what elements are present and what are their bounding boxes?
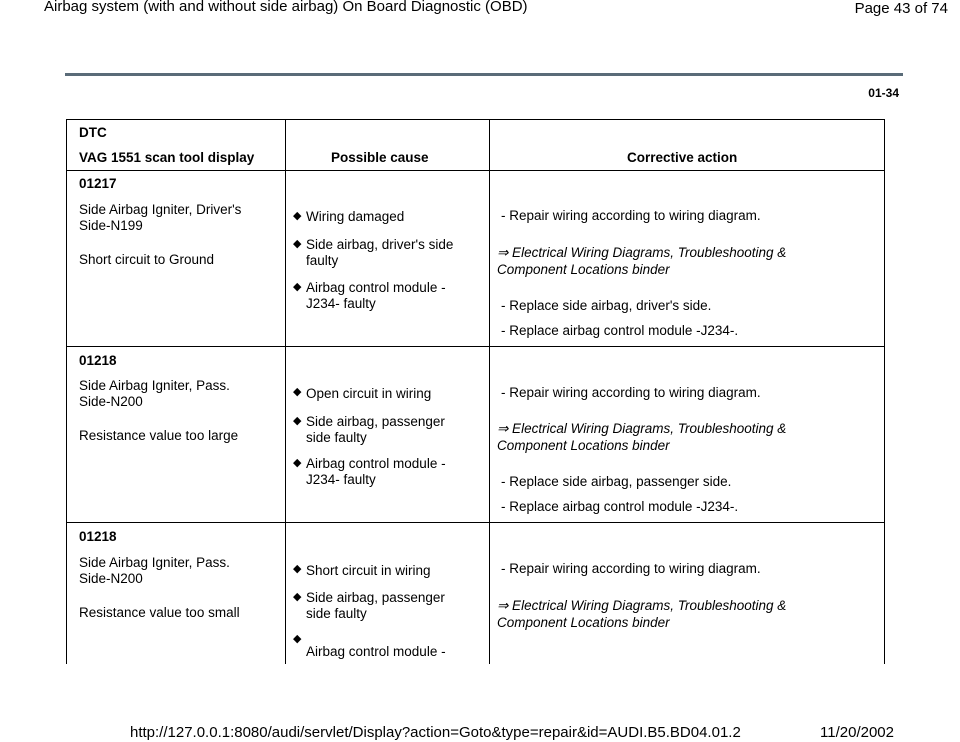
header-rule bbox=[65, 73, 903, 76]
fault-name: Side Airbag Igniter, Driver's bbox=[79, 202, 242, 217]
diamond-bullet-icon: ◆ bbox=[293, 281, 302, 293]
diamond-bullet-icon: ◆ bbox=[293, 591, 302, 603]
table-left-border bbox=[66, 119, 67, 664]
cause-item: side faulty bbox=[306, 606, 367, 621]
document-title: Airbag system (with and without side airbag) On Board Diagnostic (OBD) bbox=[44, 0, 528, 15]
column-header-dtc: DTC bbox=[79, 125, 107, 140]
dtc-code: 01218 bbox=[79, 353, 117, 368]
diamond-bullet-icon: ◆ bbox=[293, 210, 302, 222]
column-header-display: VAG 1551 scan tool display bbox=[79, 150, 255, 165]
fault-name: Side-N200 bbox=[79, 394, 143, 409]
cause-item: Airbag control module - bbox=[306, 644, 446, 659]
cause-item: Side airbag, passenger bbox=[306, 590, 445, 605]
cause-item: Wiring damaged bbox=[306, 209, 405, 224]
table-top-border bbox=[66, 119, 885, 120]
fault-name: Side-N199 bbox=[79, 218, 143, 233]
column-header-cause: Possible cause bbox=[331, 150, 429, 165]
section-page-number: 01-34 bbox=[868, 86, 899, 100]
cause-item: J234- faulty bbox=[306, 472, 376, 487]
dtc-code: 01218 bbox=[79, 529, 117, 544]
wiring-reference-link[interactable]: ⇒ Electrical Wiring Diagrams, Troubleshooting & bbox=[497, 245, 787, 260]
fault-name: Side Airbag Igniter, Pass. bbox=[79, 555, 230, 570]
wiring-reference-link[interactable]: Component Locations binder bbox=[497, 262, 670, 277]
fault-condition: Resistance value too large bbox=[79, 428, 239, 443]
wiring-reference-link[interactable]: Component Locations binder bbox=[497, 615, 670, 630]
corrective-step: - Repair wiring according to wiring diagram. bbox=[501, 561, 761, 576]
cause-item: J234- faulty bbox=[306, 296, 376, 311]
column-header-action: Corrective action bbox=[627, 150, 738, 165]
diamond-bullet-icon: ◆ bbox=[293, 238, 302, 250]
corrective-step: - Replace side airbag, driver's side. bbox=[501, 298, 712, 313]
corrective-step: - Repair wiring according to wiring diagram. bbox=[501, 385, 761, 400]
cause-item: Airbag control module - bbox=[306, 456, 446, 471]
diamond-bullet-icon: ◆ bbox=[293, 386, 302, 398]
fault-name: Side-N200 bbox=[79, 571, 143, 586]
column-divider bbox=[285, 119, 286, 664]
diamond-bullet-icon: ◆ bbox=[293, 457, 302, 469]
dtc-code: 01217 bbox=[79, 176, 117, 191]
column-divider bbox=[489, 119, 490, 664]
header-row-border bbox=[66, 170, 885, 171]
page-indicator: Page 43 of 74 bbox=[854, 0, 948, 17]
cause-item: Short circuit in wiring bbox=[306, 563, 431, 578]
diamond-bullet-icon: ◆ bbox=[293, 633, 302, 645]
cause-item: Side airbag, driver's side bbox=[306, 237, 454, 252]
cause-item: Airbag control module - bbox=[306, 280, 446, 295]
cause-item: Open circuit in wiring bbox=[306, 386, 432, 401]
diamond-bullet-icon: ◆ bbox=[293, 563, 302, 575]
fault-condition: Resistance value too small bbox=[79, 605, 240, 620]
wiring-reference-link[interactable]: Component Locations binder bbox=[497, 438, 670, 453]
corrective-step: - Replace side airbag, passenger side. bbox=[501, 474, 732, 489]
footer-date: 11/20/2002 bbox=[820, 724, 894, 741]
cause-item: side faulty bbox=[306, 430, 367, 445]
corrective-step: - Replace airbag control module -J234-. bbox=[501, 499, 739, 514]
table-right-border bbox=[884, 119, 885, 664]
footer-url: http://127.0.0.1:8080/audi/servlet/Display?action=Goto&type=repair&id=AUDI.B5.BD04.01.2 bbox=[130, 724, 741, 741]
row-border bbox=[66, 522, 885, 523]
fault-condition: Short circuit to Ground bbox=[79, 252, 215, 267]
cause-item: Side airbag, passenger bbox=[306, 414, 445, 429]
wiring-reference-link[interactable]: ⇒ Electrical Wiring Diagrams, Troubleshooting & bbox=[497, 598, 787, 613]
wiring-reference-link[interactable]: ⇒ Electrical Wiring Diagrams, Troubleshooting & bbox=[497, 421, 787, 436]
corrective-step: - Repair wiring according to wiring diagram. bbox=[501, 208, 761, 223]
corrective-step: - Replace airbag control module -J234-. bbox=[501, 323, 739, 338]
row-border bbox=[66, 346, 885, 347]
cause-item: faulty bbox=[306, 253, 339, 268]
fault-name: Side Airbag Igniter, Pass. bbox=[79, 378, 230, 393]
diamond-bullet-icon: ◆ bbox=[293, 415, 302, 427]
